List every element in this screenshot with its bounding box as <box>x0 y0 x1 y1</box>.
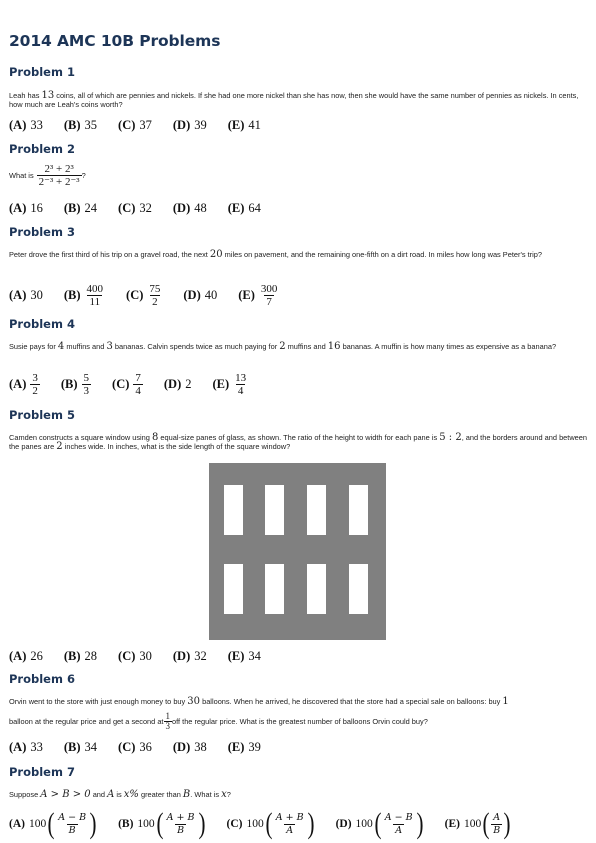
choice-d: (D) 32 <box>172 648 207 663</box>
problem-6-choices <box>9 735 282 759</box>
choice-c: (C) $\frac{7}{4}$ <box>112 371 141 397</box>
choice-b: (B) 34 <box>63 739 98 754</box>
choice-a: (A) 33 <box>9 117 43 132</box>
choice-b: (B) $\frac{400}{11}$ <box>63 282 104 308</box>
problem-4-heading: Problem 4 <box>9 317 75 331</box>
problem-1-choices <box>9 113 282 137</box>
problem-4-text: Susie pays for 4 muffins and 3 bananas. Calvin spends twice as much paying for 2 muffins and 16 bananas. A muffin is how many times as expensive as a banana? <box>9 341 557 352</box>
choice-c: (C) 36 <box>118 739 152 754</box>
problem-7-text: Suppose A > B > 0 and A is x% greater than B. What is x? <box>9 789 231 800</box>
problem-3-text: Peter drove the first third of his trip on a gravel road, the next 20 miles on pavement, and the remaining one-fifth on a dirt road. In miles how long was Peter's trip? <box>9 249 542 260</box>
problem-5-text: Camden constructs a square window using 8 equal-size panes of glass, as shown. The ratio of the height to width for each pane is 5 : 2, and the borders around and between the panes are 2 inches wide. In inches, what is the side length of the square window? <box>9 432 588 452</box>
choice-c: (C) $\frac{75}{2}$ <box>126 282 161 308</box>
choice-d: (D) 39 <box>172 117 207 132</box>
choice-a: (A) 26 <box>9 648 43 663</box>
choice-d: (D) 100 ( $\frac{A - B}{A}$ ) <box>335 807 424 840</box>
window-pane <box>224 485 243 535</box>
problem-6-text-line-1: Orvin went to the store with just enough money to buy 30 balloons. When he arrived, he discovered that the store had a special sale on balloons: buy 1 <box>9 696 509 707</box>
problem-1-text: Leah has 13 coins, all of which are pennies and nickels. If she had one more nickel than she has now, then she would have the same number of pennies as nickels. In cents, how much are Leah's coins worth? <box>9 90 579 109</box>
choice-e: (E) $\frac{300}{7}$ <box>238 282 278 308</box>
choice-a: (A) 100 ( $\frac{A - B}{B}$ ) <box>9 807 97 840</box>
choice-c: (C) 37 <box>118 117 152 132</box>
choice-b: (B) 28 <box>63 648 98 663</box>
problem-3-choices <box>9 281 300 309</box>
choice-c: (C) 100 ( $\frac{A + B}{A}$ ) <box>226 807 315 840</box>
window-pane <box>265 485 284 535</box>
choice-d: (D) 2 <box>163 376 192 391</box>
problem-7-heading: Problem 7 <box>9 765 75 779</box>
choice-c: (C) 30 <box>118 648 152 663</box>
choice-a: (A) $\frac{3}{2}$ <box>9 371 38 397</box>
choice-c: (C) 32 <box>118 200 152 215</box>
window-pane <box>307 485 326 535</box>
problem-4-choices <box>9 370 269 398</box>
choice-a: (A) 33 <box>9 739 43 754</box>
page-title: 2014 AMC 10B Problems <box>9 32 221 50</box>
problem-5-heading: Problem 5 <box>9 408 75 422</box>
problem-2-heading: Problem 2 <box>9 142 75 156</box>
choice-e: (E) 39 <box>227 739 261 754</box>
choice-a: (A) 30 <box>9 287 43 302</box>
window-pane <box>349 564 368 614</box>
choice-e: (E) 41 <box>227 117 261 132</box>
problem-2-expression: $\frac{\text{2³ + 2³}}{\text{2⁻³ + 2⁻³}}$ <box>38 163 80 188</box>
choice-b: (B) 35 <box>63 117 98 132</box>
choice-b: (B) 24 <box>63 200 98 215</box>
choice-e: (E) 34 <box>227 648 261 663</box>
choice-b: (B) 100 ( $\frac{A + B}{B}$ ) <box>118 807 205 840</box>
choice-d: (D) 40 <box>183 287 218 302</box>
choice-b: (B) $\frac{5}{3}$ <box>60 371 90 397</box>
choice-e: (E) 64 <box>227 200 261 215</box>
problem-5-choices <box>9 644 282 668</box>
window-pane <box>349 485 368 535</box>
square-window-diagram <box>209 463 386 640</box>
problem-6-text-line-2: balloon at the regular price and get a second at $\frac{1}{3}$ off the regular price. What is the greatest number of balloons Orvin could buy? <box>9 711 428 731</box>
choice-d: (D) 48 <box>172 200 207 215</box>
choice-e: (E) 100 ( $\frac{A}{B}$ ) <box>444 807 511 840</box>
problem-1-heading: Problem 1 <box>9 65 75 79</box>
problem-7-choices <box>9 808 512 840</box>
window-pane <box>224 564 243 614</box>
problem-2-choices <box>9 196 282 220</box>
window-pane <box>265 564 284 614</box>
problem-6-heading: Problem 6 <box>9 672 75 686</box>
window-pane <box>307 564 326 614</box>
problem-3-heading: Problem 3 <box>9 225 75 239</box>
choice-a: (A) 16 <box>9 200 43 215</box>
choice-e: (E) $\frac{13}{4}$ <box>212 371 247 397</box>
choice-d: (D) 38 <box>172 739 207 754</box>
problem-2-text: What is $\frac{\text{2³ + 2³}}{\text{2⁻³ + 2⁻³}}$ ? <box>9 163 86 188</box>
